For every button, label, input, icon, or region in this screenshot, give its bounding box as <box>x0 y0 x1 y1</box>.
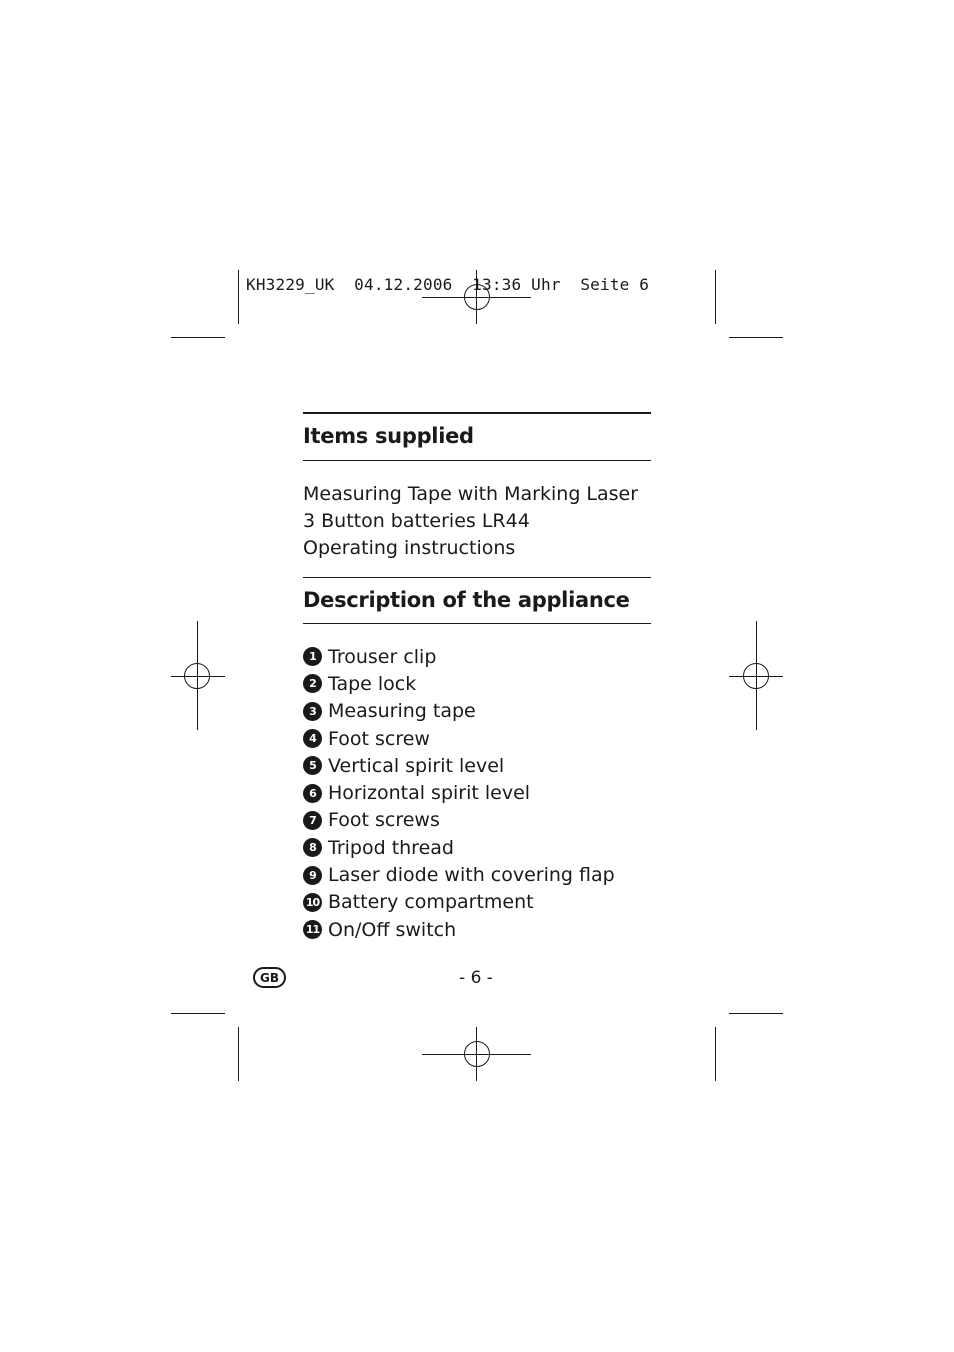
part-label: Vertical spirit level <box>328 754 505 777</box>
number-badge: 3 <box>303 702 322 721</box>
item-line: 3 Button batteries LR44 <box>303 510 530 532</box>
items-supplied-heading: Items supplied <box>303 424 474 448</box>
list-item <box>303 861 615 888</box>
list-item <box>303 698 615 725</box>
section-rule-bottom <box>303 460 651 461</box>
parts-list <box>303 643 615 943</box>
print-slug-line: KH3229_UK 04.12.2006 13:36 Uhr Seite 6 <box>246 275 650 294</box>
number-badge: 6 <box>303 784 322 803</box>
number-badge: 10 <box>303 893 322 912</box>
part-label: On/Off switch <box>328 918 457 941</box>
number-badge: 5 <box>303 756 322 775</box>
description-heading: Description of the appliance <box>303 588 630 612</box>
part-label: Horizontal spirit level <box>328 782 531 805</box>
section-rule-bottom <box>303 623 651 624</box>
list-item <box>303 889 615 916</box>
part-label: Trouser clip <box>328 645 437 668</box>
list-item <box>303 807 615 834</box>
number-badge: 2 <box>303 674 322 693</box>
section-rule-top <box>303 412 651 414</box>
number-badge: 7 <box>303 811 322 830</box>
part-label: Foot screws <box>328 809 440 832</box>
list-item <box>303 670 615 697</box>
part-label: Tripod thread <box>328 836 454 859</box>
part-label: Measuring tape <box>328 700 476 723</box>
part-label: Tape lock <box>328 672 417 695</box>
list-item <box>303 643 615 670</box>
part-label: Battery compartment <box>328 891 534 914</box>
number-badge: 1 <box>303 647 322 666</box>
language-badge: GB <box>253 967 286 988</box>
number-badge: 8 <box>303 838 322 857</box>
number-badge: 11 <box>303 920 322 939</box>
number-badge: 9 <box>303 866 322 885</box>
number-badge: 4 <box>303 729 322 748</box>
section-rule-top <box>303 577 651 578</box>
part-label: Laser diode with covering flap <box>328 864 615 887</box>
part-label: Foot screw <box>328 727 430 750</box>
list-item <box>303 752 615 779</box>
item-line: Operating instructions <box>303 537 516 559</box>
list-item <box>303 725 615 752</box>
page-number: - 6 - <box>459 968 493 988</box>
list-item <box>303 834 615 861</box>
items-supplied-list <box>303 481 638 562</box>
item-line: Measuring Tape with Marking Laser <box>303 483 639 505</box>
list-item <box>303 779 615 806</box>
list-item <box>303 916 615 943</box>
